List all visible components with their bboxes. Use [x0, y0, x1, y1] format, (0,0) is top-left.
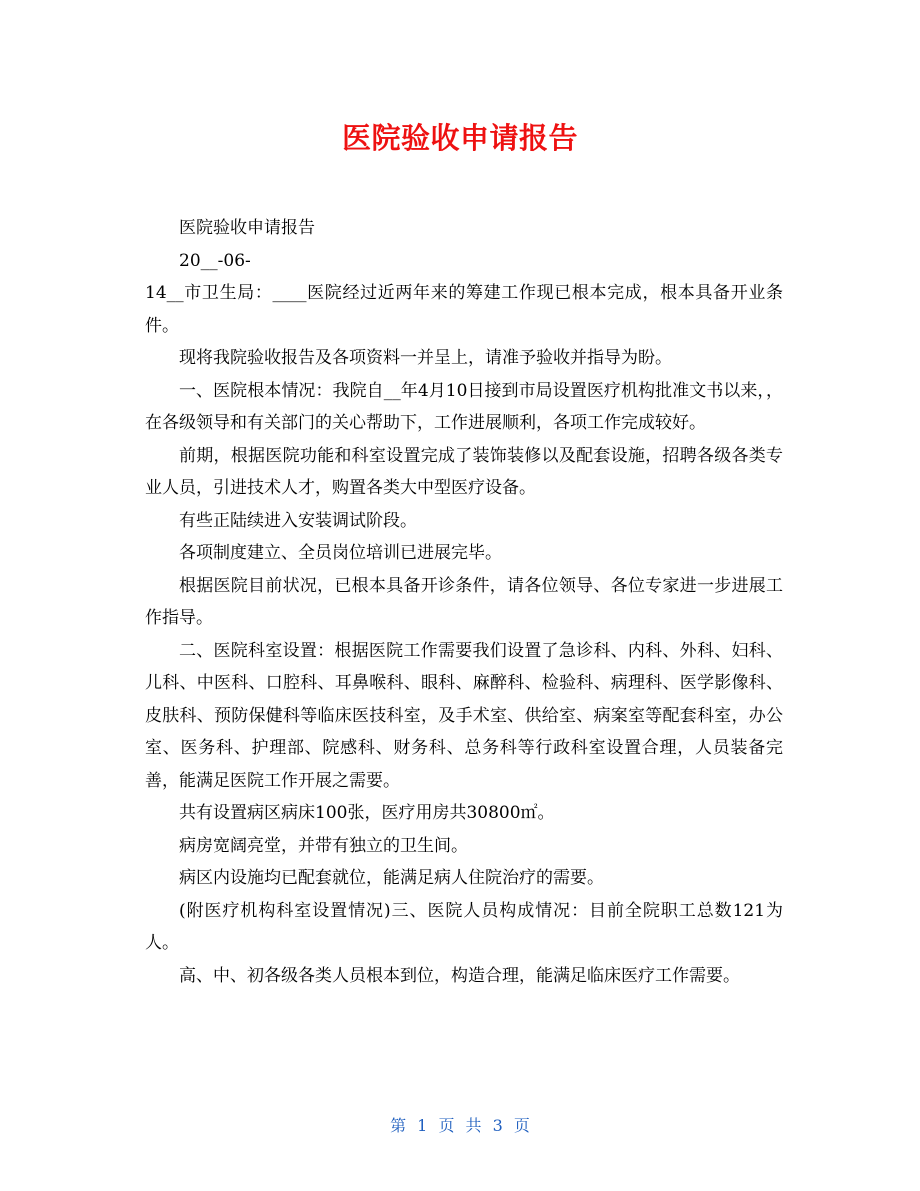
document-body: [145, 212, 783, 992]
paragraph-heading: 医院验收申请报告: [179, 218, 315, 238]
paragraph: 二、医院科室设置：根据医院工作需要我们设置了急诊科、内科、外科、妇科、儿科、中医科、口腔科、耳鼻喉科、眼科、麻醉科、检验科、病理科、医学影像科、皮肤科、预防保健科等临床医技科室，及手术室、供给室、病案室等配套科室，办公室、医务科、护理部、院感科、财务科、总务科等行政科室设置合理，人员装备完善，能满足医院工作开展之需要。: [145, 640, 783, 791]
paragraph: 根据医院目前状况，已根本具备开诊条件，请各位领导、各位专家进一步进展工作指导。: [145, 575, 783, 628]
paragraph: 各项制度建立、全员岗位培训已进展完毕。: [179, 543, 502, 563]
paragraph: 现将我院验收报告及各项资料一并呈上，请准予验收并指导为盼。: [179, 348, 672, 368]
paragraph: (附医疗机构科室设置情况)三、医院人员构成情况：目前全院职工总数121为人。: [145, 900, 783, 953]
paragraph: 共有设置病区病床100张，医疗用房共30800㎡。: [179, 803, 555, 823]
paragraph: 有些正陆续进入安装调试阶段。: [179, 510, 417, 531]
paragraph: 高、中、初各级各类人员根本到位，构造合理，能满足临床医疗工作需要。: [179, 965, 740, 986]
paragraph-recipient: 14__市卫生局：____医院经过近两年来的筹建工作现已根本完成，根本具备开业条件。: [145, 283, 783, 336]
document-title: 医院验收申请报告: [341, 121, 578, 155]
paragraph: 一、医院根本情况：我院自__年4月10日接到市局设置医疗机构批准文书以来，，在各级领导和有关部门的关心帮助下，工作进展顺利，各项工作完成较好。: [145, 380, 783, 433]
paragraph: 病房宽阔亮堂，并带有独立的卫生间。: [179, 835, 468, 856]
page-footer: 第 1 页 共 3 页: [390, 1116, 530, 1135]
paragraph: 前期，根据医院功能和科室设置完成了装饰装修以及配套设施，招聘各级各类专业人员，引进技术人才，购置各类大中型医疗设备。: [145, 445, 783, 498]
paragraph: 病区内设施均已配套就位，能满足病人住院治疗的需要。: [179, 868, 604, 888]
paragraph-date: 20__-06-: [179, 250, 251, 271]
